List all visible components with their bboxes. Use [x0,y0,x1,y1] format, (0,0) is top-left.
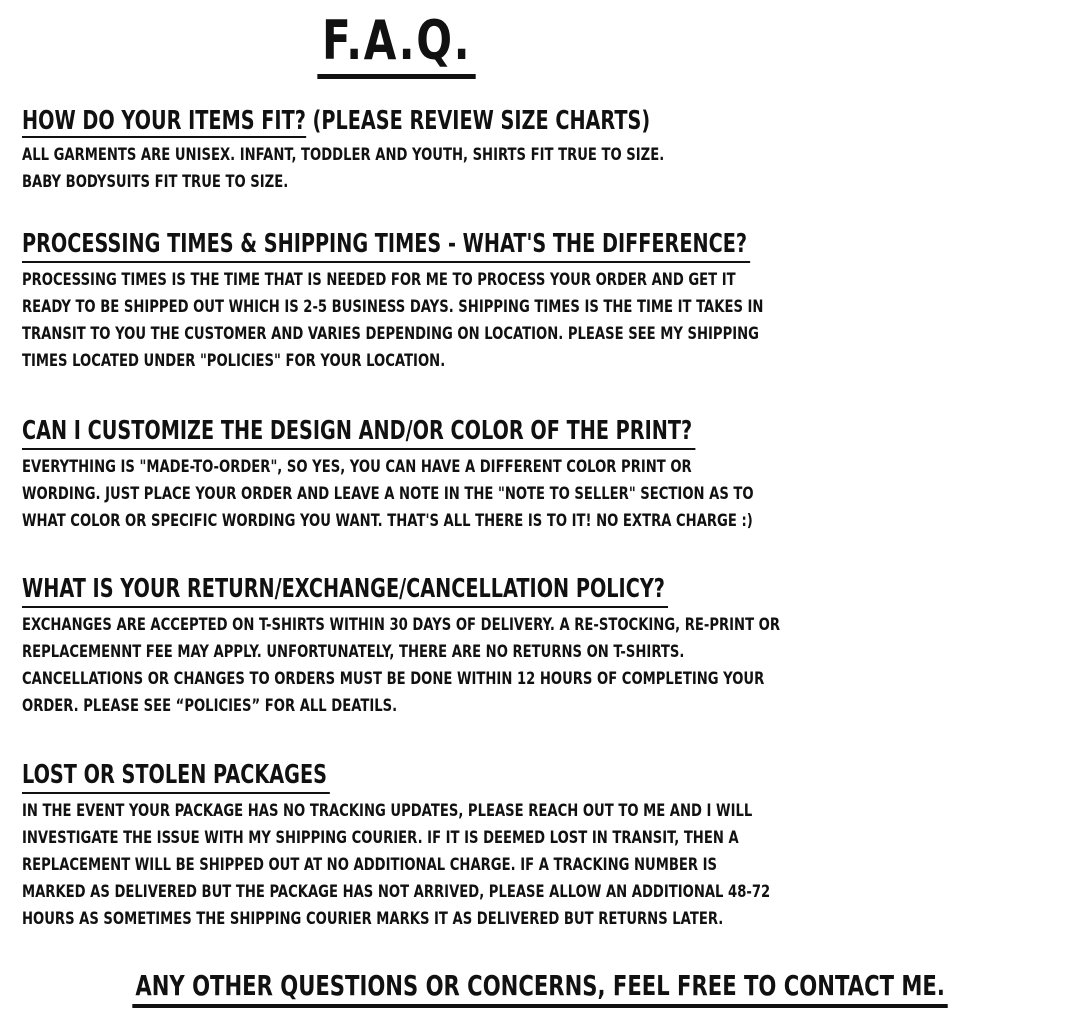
answer-line: EXCHANGES ARE ACCEPTED ON T-SHIRTS WITHIN 30 DAYS OF DELIVERY. A RE-STOCKING, RE-PRINT OR [22,615,781,635]
faq-question: CAN I CUSTOMIZE THE DESIGN AND/OR COLOR OF THE PRINT? [22,414,695,450]
footer-contact-note: ANY OTHER QUESTIONS OR CONCERNS, FEEL FREE TO CONTACT ME. [132,968,948,1008]
faq-answer [22,798,771,933]
page-title: F.A.Q. [318,8,476,79]
answer-line: HOURS AS SOMETIMES THE SHIPPING COURIER MARKS IT AS DELIVERED BUT RETURNS LATER. [22,909,724,929]
faq-section-lost-packages [22,758,782,933]
faq-question-underlined: HOW DO YOUR ITEMS FIT? [22,106,306,136]
answer-line: CANCELLATIONS OR CHANGES TO ORDERS MUST BE DONE WITHIN 12 HOURS OF COMPLETING YOUR [22,669,765,689]
page-title-wrap [0,8,794,79]
faq-question: WHAT IS YOUR RETURN/EXCHANGE/CANCELLATION POLICY? [22,572,668,608]
faq-answer [22,612,781,720]
faq-section-processing [22,227,782,375]
answer-line: READY TO BE SHIPPED OUT WHICH IS 2-5 BUSINESS DAYS. SHIPPING TIMES IS THE TIME IT TAKES IN [22,297,764,317]
answer-line: BABY BODYSUITS FIT TRUE TO SIZE. [22,172,289,192]
faq-question: LOST OR STOLEN PACKAGES [22,758,330,794]
faq-answer [22,142,665,196]
answer-line: REPLACEMENNT FEE MAY APPLY. UNFORTUNATELY, THERE ARE NO RETURNS ON T-SHIRTS. [22,642,685,662]
faq-answer [22,454,754,535]
answer-line: ALL GARMENTS ARE UNISEX. INFANT, TODDLER AND YOUTH, SHIRTS FIT TRUE TO SIZE. [22,145,665,165]
answer-line: WHAT COLOR OR SPECIFIC WORDING YOU WANT. THAT'S ALL THERE IS TO IT! NO EXTRA CHARGE :) [22,511,753,531]
answer-line: ORDER. PLEASE SEE “POLICIES” FOR ALL DEATILS. [22,696,398,716]
answer-line: REPLACEMENT WILL BE SHIPPED OUT AT NO ADDITIONAL CHARGE. IF A TRACKING NUMBER IS [22,855,718,875]
faq-section-customize [22,414,782,535]
answer-line: TIMES LOCATED UNDER "POLICIES" FOR YOUR LOCATION. [22,351,446,371]
answer-line: MARKED AS DELIVERED BUT THE PACKAGE HAS NOT ARRIVED, PLEASE ALLOW AN ADDITIONAL 48-72 [22,882,771,902]
answer-line: EVERYTHING IS "MADE-TO-ORDER", SO YES, YOU CAN HAVE A DIFFERENT COLOR PRINT OR [22,457,692,477]
faq-question: PROCESSING TIMES & SHIPPING TIMES - WHAT'S THE DIFFERENCE? [22,227,750,263]
faq-question-rest: (PLEASE REVIEW SIZE CHARTS) [305,106,651,136]
answer-line: TRANSIT TO YOU THE CUSTOMER AND VARIES DEPENDING ON LOCATION. PLEASE SEE MY SHIPPING [22,324,759,344]
faq-question [22,104,653,138]
faq-answer [22,267,764,375]
answer-line: INVESTIGATE THE ISSUE WITH MY SHIPPING COURIER. IF IT IS DEEMED LOST IN TRANSIT, THEN A [22,828,739,848]
footer-wrap [0,968,945,1008]
faq-section-fit [22,104,782,196]
answer-line: IN THE EVENT YOUR PACKAGE HAS NO TRACKING UPDATES, PLEASE REACH OUT TO ME AND I WILL [22,801,753,821]
answer-line: PROCESSING TIMES IS THE TIME THAT IS NEEDED FOR ME TO PROCESS YOUR ORDER AND GET IT [22,270,736,290]
faq-section-returns [22,572,782,720]
answer-line: WORDING. JUST PLACE YOUR ORDER AND LEAVE A NOTE IN THE "NOTE TO SELLER" SECTION AS TO [22,484,754,504]
